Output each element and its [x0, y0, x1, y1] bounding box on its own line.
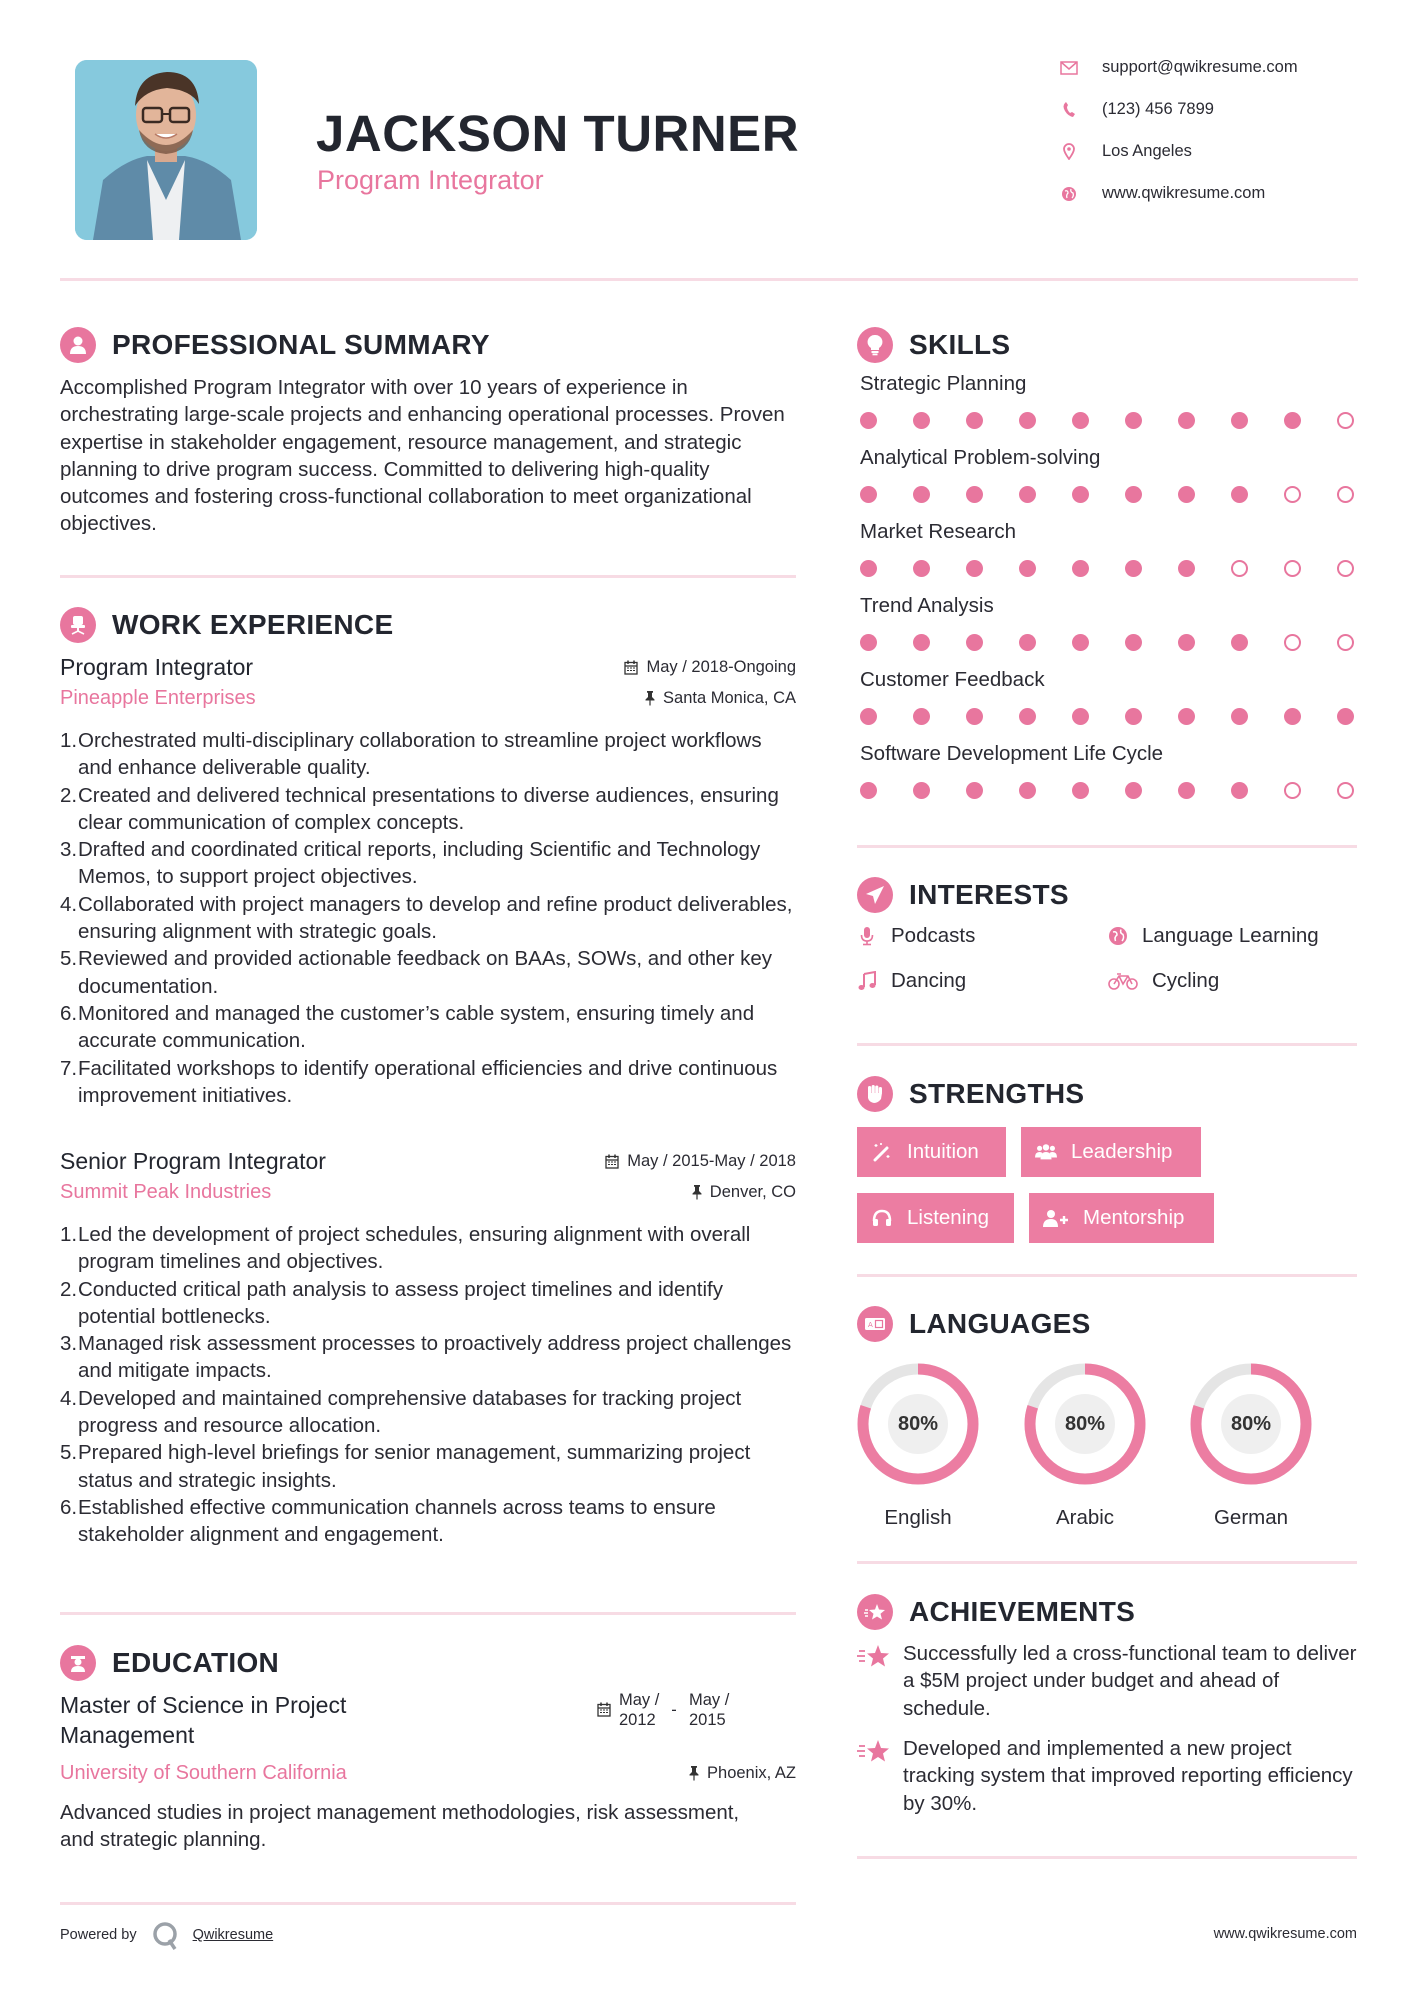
map-pin-icon	[1058, 143, 1080, 161]
job-title: Program Integrator	[60, 653, 254, 680]
duties-list	[60, 1221, 796, 1549]
rating-dot-filled	[913, 708, 930, 725]
education-location-value: Phoenix, AZ	[707, 1764, 796, 1782]
interest-item	[1108, 969, 1219, 993]
rating-dot-filled	[966, 412, 983, 429]
duty-item: 6. Established effective communication channels across teams to ensure stakeholder alignment and engagement.	[60, 1495, 716, 1547]
rating-dot-filled	[860, 412, 877, 429]
rating-dot-filled	[1072, 634, 1089, 651]
qwikresume-link[interactable]: Qwikresume	[192, 1927, 274, 1943]
phone-icon	[1058, 101, 1080, 119]
interest-item	[1108, 924, 1319, 948]
candidate-title: Program Integrator	[317, 165, 544, 195]
job-dates-value: May / 2015-May / 2018	[627, 1151, 796, 1170]
duty-item: 4. Collaborated with project managers to develop and refine product deliverables, ensuring alignment with strategic goals.	[60, 892, 793, 944]
strength-tag-intuition	[857, 1127, 1006, 1177]
job-dates	[605, 1152, 796, 1171]
rating-dot-empty	[1284, 560, 1301, 577]
rating-dot-filled	[1125, 560, 1142, 577]
rating-dot-filled	[966, 634, 983, 651]
location-value: Los Angeles	[1102, 142, 1192, 160]
headphones-icon	[871, 1207, 893, 1229]
strengths-heading: STRENGTHS	[909, 1078, 1085, 1109]
skill-name: Analytical Problem-solving	[860, 446, 1101, 469]
rating-dot-filled	[1019, 708, 1036, 725]
strength-tag-mentorship	[1029, 1193, 1214, 1243]
education-end-date: May / 2015	[689, 1691, 730, 1729]
interest-label: Cycling	[1152, 969, 1220, 992]
education-heading: EDUCATION	[112, 1647, 280, 1678]
rating-dot-filled	[1072, 486, 1089, 503]
skill-name: Market Research	[860, 520, 1017, 543]
rating-dot-filled	[1231, 634, 1248, 651]
language-progress-ring	[856, 1362, 980, 1486]
rating-dot-empty	[1337, 782, 1354, 799]
achievement-item	[857, 1640, 1357, 1722]
skill-rating	[860, 782, 1354, 799]
achievements-divider	[857, 1856, 1357, 1859]
phone-value: (123) 456 7899	[1102, 100, 1214, 118]
rating-dot-filled	[860, 486, 877, 503]
avatar	[75, 60, 257, 240]
language-percent: 80%	[888, 1394, 948, 1454]
rating-dot-filled	[966, 560, 983, 577]
footer-powered-by	[60, 1920, 273, 1950]
school-name: University of Southern California	[60, 1762, 347, 1784]
job-location-value: Santa Monica, CA	[663, 688, 796, 707]
bicycle-icon	[1108, 970, 1138, 992]
calendar-icon	[624, 660, 638, 675]
graduate-icon	[60, 1645, 96, 1681]
rating-dot-filled	[860, 708, 877, 725]
user-icon	[60, 327, 96, 363]
skills-heading: SKILLS	[909, 329, 1011, 360]
languages-divider	[857, 1561, 1357, 1564]
rating-dot-filled	[1178, 412, 1195, 429]
interest-label: Language Learning	[1142, 924, 1319, 947]
interest-item	[857, 969, 966, 993]
skill-name: Customer Feedback	[860, 668, 1045, 691]
rating-dot-filled	[913, 782, 930, 799]
skill-name: Strategic Planning	[860, 372, 1027, 395]
rating-dot-filled	[1178, 708, 1195, 725]
envelope-icon	[1058, 59, 1080, 77]
microphone-icon	[857, 925, 877, 947]
rating-dot-filled	[1178, 782, 1195, 799]
duty-item: 2. Created and delivered technical presentations to diverse audiences, ensuring clear communication of complex concepts.	[60, 783, 779, 834]
rating-dot-filled	[1178, 486, 1195, 503]
work-section-header	[60, 607, 393, 643]
language-progress-ring	[1023, 1362, 1147, 1486]
interest-label: Podcasts	[891, 924, 976, 947]
rating-dot-filled	[913, 412, 930, 429]
office-chair-icon	[60, 607, 96, 643]
duty-item: 4. Developed and maintained comprehensive databases for tracking project progress and resource allocation.	[60, 1386, 742, 1438]
qwikresume-logo-icon	[151, 1920, 181, 1950]
interest-label: Dancing	[891, 969, 967, 992]
duty-item: 3. Managed risk assessment processes to proactively address project challenges and mitigate impacts.	[60, 1332, 792, 1383]
shooting-star-icon	[857, 1594, 893, 1630]
rating-dot-empty	[1284, 782, 1301, 799]
education-location	[600, 1764, 796, 1783]
duty-item: 5. Reviewed and provided actionable feedback on BAAs, SOWs, and other key documentation.	[60, 947, 772, 998]
contact-phone[interactable]	[1058, 100, 1214, 119]
achievement-text: Successfully led a cross-functional team to deliver a $5M project under budget and ahead of schedule.	[903, 1642, 1357, 1720]
skill-rating	[860, 560, 1354, 577]
company-name: Pineapple Enterprises	[60, 686, 256, 709]
rating-dot-filled	[1072, 412, 1089, 429]
skill-rating	[860, 708, 1354, 725]
strengths-section-header	[857, 1076, 1084, 1112]
degree-title: Master of Science in Project Management	[60, 1692, 347, 1748]
rating-dot-filled	[1019, 486, 1036, 503]
rating-dot-filled	[1125, 634, 1142, 651]
contact-website[interactable]	[1058, 184, 1265, 203]
paper-plane-icon	[857, 877, 893, 913]
group-icon	[1035, 1141, 1057, 1163]
skill-rating	[860, 486, 1354, 503]
footer-website[interactable]: www.qwikresume.com	[1213, 1926, 1357, 1942]
skill-rating	[860, 412, 1354, 429]
summary-text: Accomplished Program Integrator with over 10 years of experience in orchestrating large-scale projects and enhancing operational processes. Proven expertise in stakeholder engagement, resource management, and strategic planning to drive program success. Committed to delivering high-quality outcomes and fostering cross-functional collaboration to meet organizational objectives.	[60, 376, 785, 536]
rating-dot-filled	[1231, 708, 1248, 725]
rating-dot-filled	[1284, 412, 1301, 429]
rating-dot-filled	[860, 560, 877, 577]
rating-dot-filled	[966, 708, 983, 725]
rating-dot-filled	[1125, 412, 1142, 429]
header-divider	[60, 278, 1358, 281]
shooting-star-icon	[857, 1640, 891, 1722]
candidate-name: JACKSON TURNER	[316, 105, 800, 162]
education-section-header	[60, 1645, 279, 1681]
job-location-value: Denver, CO	[709, 1182, 796, 1201]
duty-item: 7. Facilitated workshops to identify operational efficiencies and drive continuous improvement initiatives.	[60, 1056, 778, 1107]
pushpin-icon	[689, 1766, 699, 1781]
job-dates	[624, 658, 796, 677]
rating-dot-filled	[1337, 708, 1354, 725]
interests-divider	[857, 1043, 1357, 1046]
rating-dot-filled	[1125, 708, 1142, 725]
interests-heading: INTERESTS	[909, 879, 1069, 910]
rating-dot-filled	[1072, 708, 1089, 725]
rating-dot-filled	[1178, 634, 1195, 651]
duty-item: 6. Monitored and managed the customer’s cable system, ensuring timely and accurate communication.	[60, 1001, 755, 1053]
strength-label: Mentorship	[1083, 1206, 1185, 1229]
company-name: Summit Peak Industries	[60, 1180, 272, 1203]
rating-dot-empty	[1284, 486, 1301, 503]
languages-heading: LANGUAGES	[909, 1308, 1091, 1339]
contact-location	[1058, 142, 1192, 161]
calendar-icon	[605, 1154, 619, 1169]
duty-item: 1. Orchestrated multi-disciplinary collaboration to streamline project workflows and enhance deliverable quality.	[60, 729, 762, 780]
music-note-icon	[857, 970, 877, 992]
rating-dot-filled	[913, 486, 930, 503]
job-location	[645, 689, 796, 708]
fist-icon	[857, 1076, 893, 1112]
rating-dot-empty	[1337, 560, 1354, 577]
language-name: German	[1213, 1506, 1289, 1529]
rating-dot-filled	[1072, 782, 1089, 799]
rating-dot-filled	[1231, 782, 1248, 799]
rating-dot-filled	[1231, 412, 1248, 429]
lightbulb-icon	[857, 327, 893, 363]
website-value: www.qwikresume.com	[1102, 184, 1266, 202]
rating-dot-empty	[1337, 634, 1354, 651]
contact-email[interactable]	[1058, 58, 1298, 77]
achievements-heading: ACHIEVEMENTS	[909, 1596, 1136, 1627]
summary-divider	[60, 575, 796, 578]
profile-photo	[75, 60, 257, 240]
education-divider	[60, 1902, 796, 1905]
language-item	[1189, 1362, 1313, 1530]
work-heading: WORK EXPERIENCE	[112, 609, 394, 640]
achievement-text: Developed and implemented a new project tracking system that improved reporting efficiency by 30%.	[903, 1737, 1353, 1815]
translate-icon	[857, 1306, 893, 1342]
language-item	[856, 1362, 980, 1530]
skills-divider	[857, 845, 1357, 848]
strength-label: Intuition	[907, 1140, 979, 1163]
rating-dot-filled	[913, 634, 930, 651]
strengths-divider	[857, 1274, 1357, 1277]
education-dates	[597, 1690, 797, 1730]
magic-wand-icon	[871, 1141, 893, 1163]
language-percent: 80%	[1055, 1394, 1115, 1454]
rating-dot-empty	[1231, 560, 1248, 577]
language-name: Arabic	[1055, 1506, 1115, 1529]
summary-heading: PROFESSIONAL SUMMARY	[112, 329, 490, 360]
skills-section-header	[857, 327, 1010, 363]
languages-section-header	[857, 1306, 1091, 1342]
duty-item: 3. Drafted and coordinated critical reports, including Scientific and Technology Memos, to support project objectives.	[60, 838, 761, 889]
rating-dot-filled	[1019, 560, 1036, 577]
pushpin-icon	[692, 1185, 702, 1200]
strength-label: Leadership	[1071, 1140, 1173, 1163]
rating-dot-filled	[1072, 560, 1089, 577]
powered-by-label: Powered by	[60, 1927, 137, 1943]
rating-dot-filled	[1019, 634, 1036, 651]
job-title: Senior Program Integrator	[60, 1147, 326, 1174]
rating-dot-filled	[1019, 782, 1036, 799]
pushpin-icon	[645, 691, 655, 706]
summary-section-header	[60, 327, 490, 363]
education-description: Advanced studies in project management methodologies, risk assessment, and strategic planning.	[60, 1801, 740, 1852]
language-progress-ring	[1189, 1362, 1313, 1486]
language-name: English	[884, 1506, 952, 1529]
rating-dot-filled	[860, 782, 877, 799]
rating-dot-filled	[1284, 708, 1301, 725]
job-location	[692, 1183, 796, 1202]
education-start-date: May / 2012	[619, 1691, 660, 1729]
rating-dot-filled	[860, 634, 877, 651]
user-plus-icon	[1043, 1207, 1069, 1229]
globe-icon	[1058, 185, 1080, 203]
rating-dot-empty	[1284, 634, 1301, 651]
calendar-icon	[597, 1702, 611, 1717]
interests-section-header	[857, 877, 1069, 913]
skill-rating	[860, 634, 1354, 651]
date-separator: -	[671, 1701, 677, 1719]
language-percent: 80%	[1221, 1394, 1281, 1454]
work-divider	[60, 1612, 796, 1615]
svg-text:A: A	[868, 1321, 873, 1329]
achievements-section-header	[857, 1594, 1135, 1630]
duties-list	[60, 727, 796, 1109]
duty-item: 1. Led the development of project schedules, ensuring alignment with overall program timelines and objectives.	[60, 1223, 751, 1274]
rating-dot-filled	[1231, 486, 1248, 503]
rating-dot-filled	[1178, 560, 1195, 577]
rating-dot-filled	[913, 560, 930, 577]
rating-dot-filled	[1125, 782, 1142, 799]
rating-dot-empty	[1337, 412, 1354, 429]
strength-label: Listening	[907, 1206, 990, 1229]
duty-item: 5. Prepared high-level briefings for senior management, summarizing project status and strategic insights.	[60, 1441, 751, 1492]
rating-dot-filled	[1125, 486, 1142, 503]
job-entry	[60, 1146, 796, 1549]
email-value: support@qwikresume.com	[1102, 58, 1298, 76]
skill-name: Software Development Life Cycle	[860, 742, 1164, 765]
skill-name: Trend Analysis	[860, 594, 994, 617]
job-dates-value: May / 2018-Ongoing	[646, 657, 796, 676]
globe-icon	[1108, 925, 1128, 947]
rating-dot-empty	[1337, 486, 1354, 503]
strength-tag-leadership	[1021, 1127, 1201, 1177]
rating-dot-filled	[1019, 412, 1036, 429]
interest-item	[857, 924, 975, 948]
language-item	[1023, 1362, 1147, 1530]
achievement-item	[857, 1735, 1357, 1817]
job-entry	[60, 652, 796, 1109]
rating-dot-filled	[966, 486, 983, 503]
duty-item: 2. Conducted critical path analysis to assess project timelines and identify potential bottlenecks.	[60, 1277, 723, 1328]
strength-tag-listening	[857, 1193, 1014, 1243]
shooting-star-icon	[857, 1735, 891, 1817]
rating-dot-filled	[966, 782, 983, 799]
